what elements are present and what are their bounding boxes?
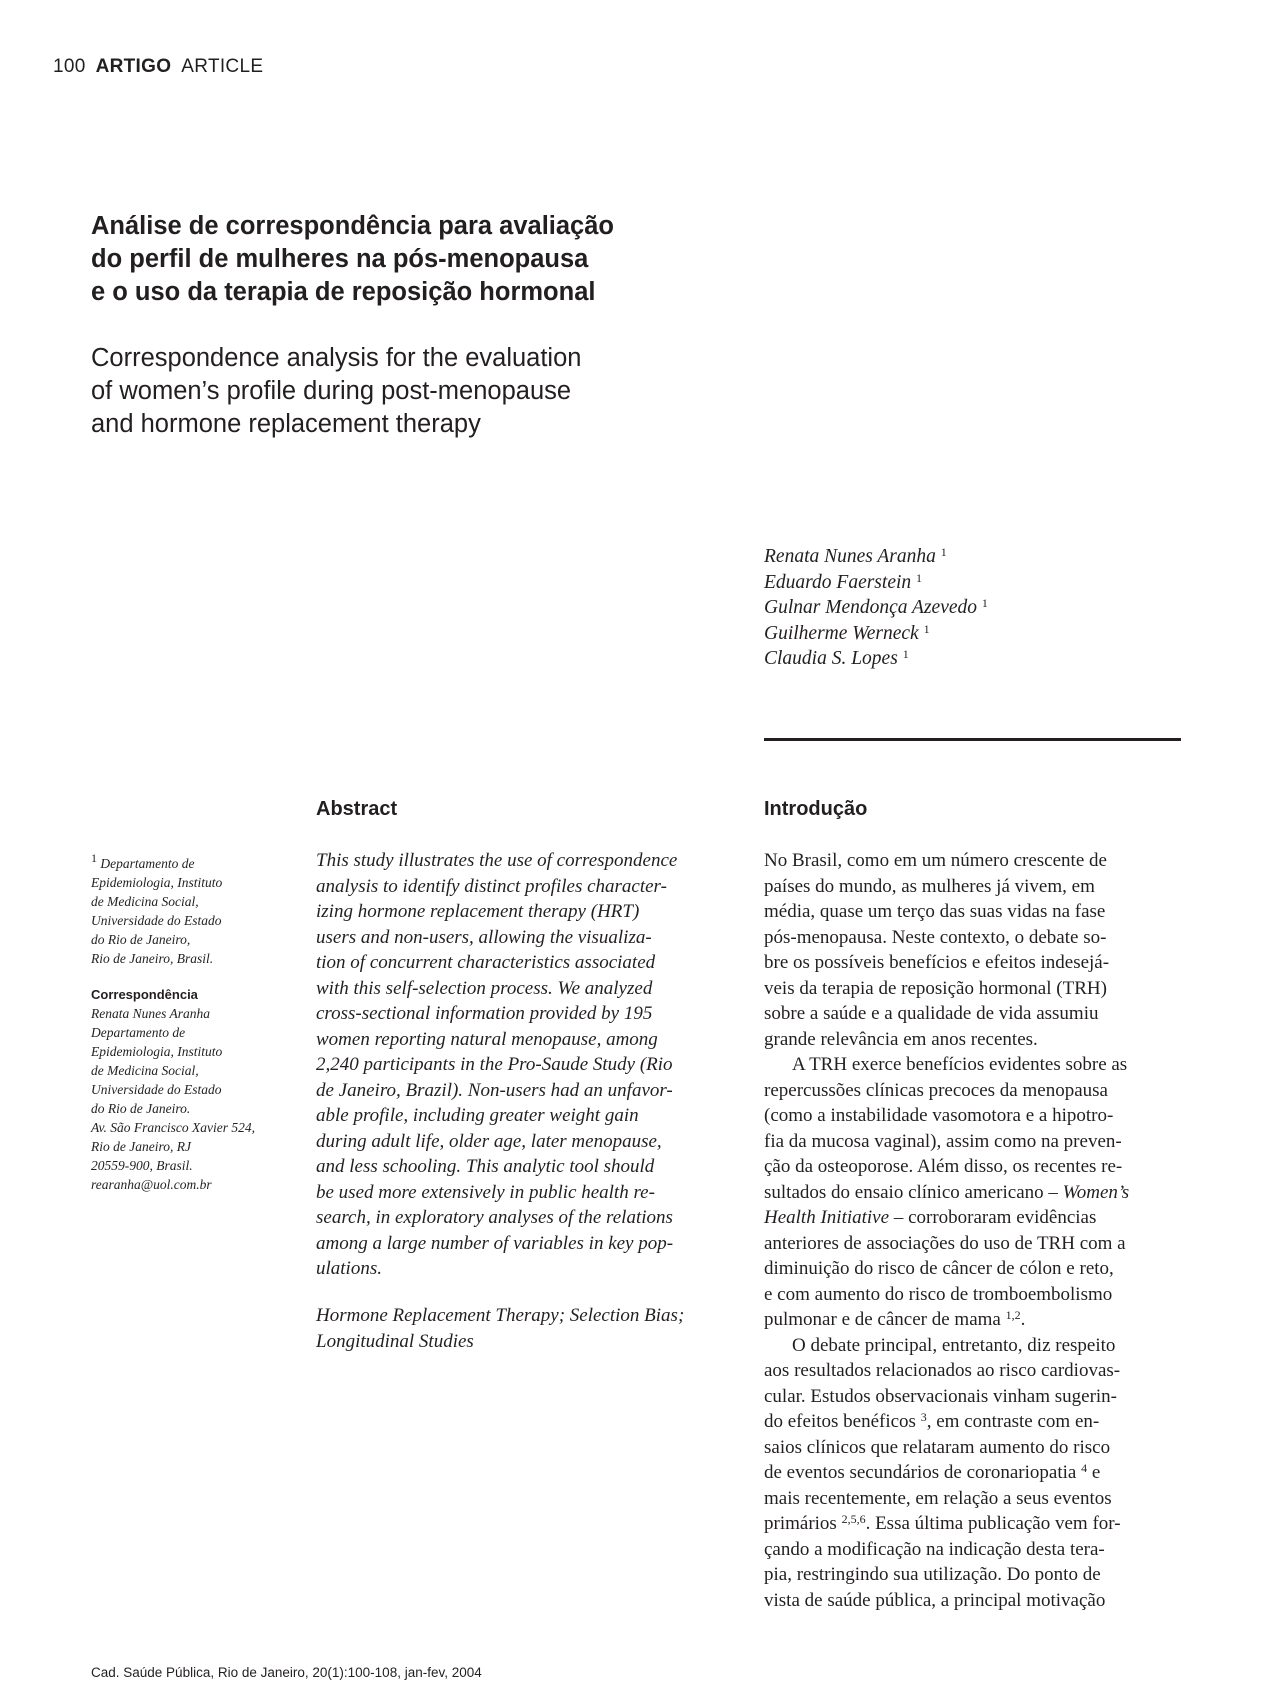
correspondence-label: Correspondência xyxy=(91,987,198,1002)
citation-ref: 3 xyxy=(920,1410,927,1424)
author-affil-mark: 1 xyxy=(916,570,923,585)
abstract-text: This study illustrates the use of correspondence analysis to identify distinct profiles character- izing hormone replacement therapy (HRT) users and non-users, allowing the visualiza- tion of concurrent characteristics associated with this self-selection process. We analyzed cross-sectional information provided by 195 women reporting natural menopause, among 2,240 participants in the Pro-Saude Study (Rio de Janeiro, Brazil). Non-users had an unfavor- able profile, including greater weight gain during adult life, older age, later menopause, and less schooling. This analytic tool should be used more extensively in public health re- search, in exploratory analyses of the relations among a large number of variables in key pop- ulations. xyxy=(316,850,678,1279)
introduction-heading: Introdução xyxy=(764,798,868,820)
section-label-en: ARTICLE xyxy=(181,56,264,77)
author: Gulnar Mendonça Azevedo $^1$ xyxy=(764,596,988,618)
page-number: 100 xyxy=(53,56,86,77)
title-pt-line: e o uso da terapia de reposição hormonal xyxy=(91,278,596,306)
correspondence-email: rearanha@uol.com.br xyxy=(91,1177,212,1192)
citation-ref: 1,2 xyxy=(1005,1308,1021,1322)
running-head xyxy=(53,56,263,78)
journal-citation-footer: Cad. Saúde Pública, Rio de Janeiro, 20(1):100-108, jan-fev, 2004 xyxy=(91,1665,482,1680)
title-en-line: of women’s profile during post-menopause xyxy=(91,377,572,405)
author: Renata Nunes Aranha $^1$ xyxy=(764,545,947,567)
title-en-line: and hormone replacement therapy xyxy=(91,410,481,438)
article-title-pt xyxy=(91,210,711,309)
author: Eduardo Faerstein $^1$ xyxy=(764,570,923,593)
author-affil-mark: 1 xyxy=(923,621,930,636)
title-pt-line: Análise de correspondência para avaliação xyxy=(91,212,614,240)
author: Claudia S. Lopes $^1$ xyxy=(764,647,909,669)
affiliation: $^1$ Departamento de Epidemiologia, Instituto de Medicina Social, Universidade do Estado do Rio de Janeiro, Rio de Janeiro, Brasil. xyxy=(91,851,223,966)
study-name: Health Initiative xyxy=(764,1207,890,1228)
section-label-pt: ARTIGO xyxy=(95,56,172,77)
abstract-heading: Abstract xyxy=(316,798,398,820)
title-en-line: Correspondence analysis for the evaluation xyxy=(91,344,582,372)
citation-ref: 4 xyxy=(1081,1461,1088,1475)
author-list xyxy=(764,544,988,672)
intro-p2: A TRH exerce benefícios evidentes sobre as repercussões clínicas precoces da menopausa (como a instabilidade vasomotora e a hipotro- fia da mucosa vaginal), assim como na preven- ção da osteoporose. Além disso, os recentes re- sultados do ensaio clínico americano – Women’s Health Initiative – corroboraram evidências anteriores de associações do uso de TRH com a diminuição do risco de câncer de cólon e reto, e com aumento do risco de tromboembolismo pulmonar e de câncer de mama $^{1,2}$. xyxy=(764,1054,1130,1330)
article-title-en xyxy=(91,342,711,441)
intro-p1: No Brasil, como em um número crescente de países do mundo, as mulheres já vivem, em média, quase um terço das suas vidas na fase pós-menopausa. Neste contexto, o debate so- bre os possíveis benefícios e efeitos indesejá- veis da terapia de reposição hormonal (TRH) sobre a saúde e a qualidade de vida assumiu grande relevância em anos recentes. xyxy=(764,850,1110,1050)
author: Guilherme Werneck $^1$ xyxy=(764,621,930,644)
author-divider xyxy=(764,738,1181,741)
correspondence: Correspondência Renata Nunes Aranha Departamento de Epidemiologia, Instituto de Medicina Social, Universidade do Estado do Rio de Janeiro. Av. São Francisco Xavier 524, Rio de Janeiro, RJ 20559-900, Brasil. rearanha@uol.com.br xyxy=(91,985,291,1194)
study-name: Women’s xyxy=(1062,1181,1130,1203)
author-affil-mark: 1 xyxy=(902,647,909,661)
citation-ref: 2,5,6 xyxy=(841,1512,866,1526)
introduction-text xyxy=(764,848,1184,1613)
affil-number: 1 xyxy=(91,851,97,865)
keywords: Hormone Replacement Therapy; Selection Bias; Longitudinal Studies xyxy=(316,1305,685,1352)
author-affil-mark: 1 xyxy=(940,545,947,559)
intro-p3: O debate principal, entretanto, diz respeito aos resultados relacionados ao risco cardiovas- cular. Estudos observacionais vinham sugerin- do efeitos benéficos $^3$, em contraste com en- saios clínicos que relataram aumento do risco de eventos secundários de coronariopatia $^4$ e mais recentemente, em relação a seus eventos primários $^{2,5,6}$. Essa última publicação vem for- çando a modificação na indicação desta tera- pia, restringindo sua utilização. Do ponto de vista de saúde pública, a principal motivação xyxy=(764,1334,1121,1611)
author-affil-mark: 1 xyxy=(981,596,988,610)
title-pt-line: do perfil de mulheres na pós-menopausa xyxy=(91,245,589,273)
